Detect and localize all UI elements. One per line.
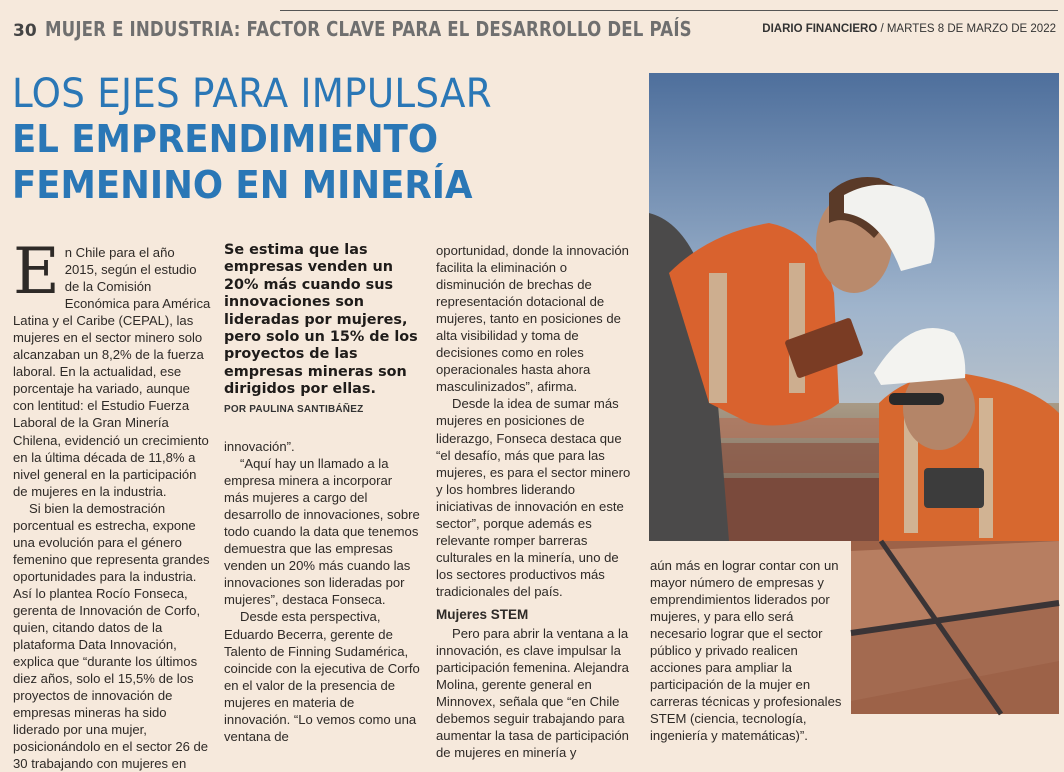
article-column-3 (436, 242, 634, 761)
paragraph: Si bien la demostración porcentual es estrecha, expone una evolución para el género femenino que representa grandes oportunidades para la industria. Así lo plantea Rocío Fonseca, gerenta de Innovación de Corfo, quien, citando datos de la plataforma Data Innovación, explica que “durante los últimos diez años, solo el 15,5% de los proyectos de innovación de empresas mineras ha sido liderado por una mujer, posicionándolo en el sector 26 de 30 trabajando con mujeres en (13, 500, 210, 772)
header-rule (280, 10, 1058, 11)
copper-cathodes-photo (851, 541, 1059, 714)
paragraph: Desde esta perspectiva, Eduardo Becerra, gerente de Talento de Finning Sudamérica, coincide con la ejecutiva de Corfo en el valor de la presencia de mujeres en materia de innovación. “Lo vemos como una ventana de (224, 609, 420, 744)
paragraph: aún más en lograr contar con un mayor número de empresas y emprendimientos liderados por mujeres, y para ello será necesario lograr que el sector público y privado realicen acciones para ampliar la participación de la mujer en carreras técnicas y profesionales STEM (ciencia, tecnología, ingeniería y matemáticas)”. (650, 558, 842, 744)
paragraph: Desde la idea de sumar más mujeres en posiciones de liderazgo, Fonseca destaca que “el desafío, más que para las mujeres, es para el sector minero y los hombres liderando iniciativas de innovación en este sector”, porque además es relevante romper barreras culturales en la minería, uno de los sectores productivos más tradicionales del país. (436, 396, 631, 599)
paragraph: innovación”. (224, 439, 295, 454)
photo-illustration-2 (851, 541, 1059, 714)
mining-workers-photo (649, 73, 1059, 541)
paragraph: “Aquí hay un llamado a la empresa minera a incorporar más mujeres a cargo del desarrollo de innovaciones, sobre todo cuando la data que tenemos demuestra que las empresas venden un 20% más cuando las innovaciones son lideradas por mujeres”, destaca Fonseca. (224, 456, 420, 608)
paragraph: Pero para abrir la ventana a la innovación, es clave impulsar la participación femenina. Alejandra Molina, gerente general en Minnovex, señala que “en Chile debemos seguir trabajando para aumentar la tasa de participación de mujeres en minería y (436, 626, 629, 761)
issue-date: / MARTES 8 DE MARZO DE 2022 (877, 23, 1056, 35)
article-column-4 (650, 557, 848, 745)
photo-illustration (649, 73, 1059, 541)
paragraph: oportunidad, donde la innovación facilita la eliminación o disminución de brechas de representación dotacional de mujeres, tanto en posiciones de alta visibilidad y toma de decisiones como en roles operacionales hasta ahora masculinizados”, afirma. (436, 243, 629, 395)
newspaper-name: DIARIO FINANCIERO (762, 23, 878, 35)
drop-cap: E (13, 235, 60, 309)
article-column-1 (13, 235, 211, 772)
paragraph (13, 235, 211, 500)
pull-quote: Se estima que las empresas venden un 20% más cuando sus innovaciones son lideradas por mujeres, pero solo un 15% de los proyectos de las empresas mineras son dirigidos por ellas. (224, 242, 418, 398)
article-column-2 (224, 438, 420, 745)
page-number: 30 (13, 21, 37, 41)
subheading: Mujeres STEM (436, 606, 529, 622)
headline-line-1: LOS EJES PARA IMPULSAR (12, 71, 492, 117)
section-title: MUJER E INDUSTRIA: FACTOR CLAVE PARA EL DESARROLLO DEL PAÍS (45, 17, 692, 41)
masthead-date (762, 23, 1056, 35)
byline: POR PAULINA SANTIBÁÑEZ (224, 404, 364, 415)
headline-line-2: EL EMPRENDIMIENTO (12, 117, 439, 161)
paragraph-text: n Chile para el año 2015, según el estudio de la Comisión Económica para América Latina y el Caribe (CEPAL), las mujeres en el sector minero solo alcanzaban un 8,2% de la fuerza laboral. En la actualidad, ese porcentaje ha variado, aunque con lentitud: el Estudio Fuerza Laboral de la Gran Minería Chilena, evidenció un crecimiento en la última década de 11,8% a nivel general en la participación de mujeres en la industria. (13, 245, 211, 499)
article-headline (12, 72, 528, 208)
headline-line-3: FEMENINO EN MINERÍA (12, 163, 473, 207)
